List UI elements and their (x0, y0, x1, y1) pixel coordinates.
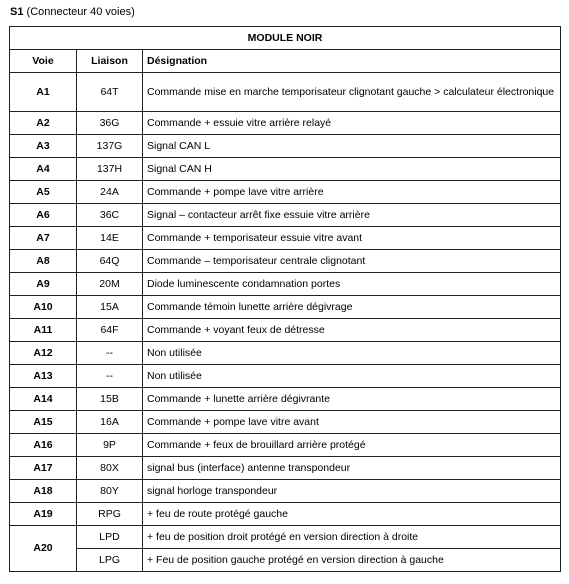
table-row (10, 549, 561, 572)
table-row (10, 457, 561, 480)
cell-liaison: 14E (77, 227, 143, 250)
cell-designation: Commande + pompe lave vitre avant (143, 411, 561, 434)
connector-description: (Connecteur 40 voies) (26, 6, 135, 18)
cell-designation: Commande + feux de brouillard arrière protégé (143, 434, 561, 457)
table-body (10, 73, 561, 572)
cell-voie: A2 (10, 112, 77, 135)
cell-designation: signal horloge transpondeur (143, 480, 561, 503)
cell-designation: + Feu de position gauche protégé en version direction à gauche (143, 549, 561, 572)
table-row (10, 342, 561, 365)
cell-voie: A4 (10, 158, 77, 181)
cell-liaison: 64Q (77, 250, 143, 273)
cell-designation: Commande + essuie vitre arrière relayé (143, 112, 561, 135)
table-row (10, 250, 561, 273)
table-row (10, 181, 561, 204)
cell-voie: A20 (10, 526, 77, 572)
cell-designation: Commande + pompe lave vitre arrière (143, 181, 561, 204)
cell-designation: + feu de route protégé gauche (143, 503, 561, 526)
cell-voie: A11 (10, 319, 77, 342)
cell-liaison: 64T (77, 73, 143, 112)
cell-designation: + feu de position droit protégé en version direction à droite (143, 526, 561, 549)
cell-designation: signal bus (interface) antenne transpondeur (143, 457, 561, 480)
table-row (10, 158, 561, 181)
table-row (10, 227, 561, 250)
table-row (10, 204, 561, 227)
cell-designation: Non utilisée (143, 365, 561, 388)
cell-designation: Non utilisée (143, 342, 561, 365)
cell-designation: Commande témoin lunette arrière dégivrage (143, 296, 561, 319)
header-voie: Voie (10, 50, 77, 73)
cell-liaison: 9P (77, 434, 143, 457)
cell-liaison: 137G (77, 135, 143, 158)
cell-liaison: 20M (77, 273, 143, 296)
table-row (10, 480, 561, 503)
cell-liaison: 36G (77, 112, 143, 135)
table-row (10, 296, 561, 319)
table-row (10, 526, 561, 549)
cell-designation: Commande + temporisateur essuie vitre avant (143, 227, 561, 250)
cell-liaison: 64F (77, 319, 143, 342)
table-row (10, 411, 561, 434)
cell-voie: A17 (10, 457, 77, 480)
cell-voie: A16 (10, 434, 77, 457)
cell-voie: A15 (10, 411, 77, 434)
cell-voie: A19 (10, 503, 77, 526)
table-row (10, 135, 561, 158)
cell-liaison: 36C (77, 204, 143, 227)
cell-voie: A14 (10, 388, 77, 411)
header-designation: Désignation (143, 50, 561, 73)
cell-designation: Diode luminescente condamnation portes (143, 273, 561, 296)
cell-designation: Signal CAN L (143, 135, 561, 158)
cell-liaison: -- (77, 342, 143, 365)
cell-voie: A3 (10, 135, 77, 158)
pinout-table (9, 26, 561, 572)
cell-designation: Commande + lunette arrière dégivrante (143, 388, 561, 411)
table-row (10, 112, 561, 135)
connector-id: S1 (10, 6, 24, 18)
module-title-row (10, 27, 561, 50)
cell-designation: Commande + voyant feux de détresse (143, 319, 561, 342)
cell-designation: Signal CAN H (143, 158, 561, 181)
connector-caption (10, 5, 135, 19)
table-row (10, 434, 561, 457)
cell-voie: A5 (10, 181, 77, 204)
cell-voie: A1 (10, 73, 77, 112)
cell-designation: Signal – contacteur arrêt fixe essuie vitre arrière (143, 204, 561, 227)
cell-liaison: 80Y (77, 480, 143, 503)
cell-liaison: 137H (77, 158, 143, 181)
table-row (10, 319, 561, 342)
table-row (10, 73, 561, 112)
table-row (10, 365, 561, 388)
cell-liaison: 15A (77, 296, 143, 319)
cell-voie: A8 (10, 250, 77, 273)
cell-voie: A6 (10, 204, 77, 227)
cell-voie: A10 (10, 296, 77, 319)
cell-liaison: 24A (77, 181, 143, 204)
cell-voie: A18 (10, 480, 77, 503)
cell-liaison: RPG (77, 503, 143, 526)
table-row (10, 273, 561, 296)
header-liaison: Liaison (77, 50, 143, 73)
cell-voie: A12 (10, 342, 77, 365)
cell-voie: A9 (10, 273, 77, 296)
cell-designation: Commande – temporisateur centrale clignotant (143, 250, 561, 273)
cell-voie: A7 (10, 227, 77, 250)
cell-liaison: 80X (77, 457, 143, 480)
table-row (10, 503, 561, 526)
table-row (10, 388, 561, 411)
cell-liaison: 16A (77, 411, 143, 434)
cell-voie: A13 (10, 365, 77, 388)
cell-liaison: -- (77, 365, 143, 388)
cell-liaison: LPG (77, 549, 143, 572)
cell-designation: Commande mise en marche temporisateur clignotant gauche > calculateur électronique (143, 73, 561, 112)
module-title: MODULE NOIR (10, 27, 561, 50)
cell-liaison: 15B (77, 388, 143, 411)
cell-liaison: LPD (77, 526, 143, 549)
header-row (10, 50, 561, 73)
